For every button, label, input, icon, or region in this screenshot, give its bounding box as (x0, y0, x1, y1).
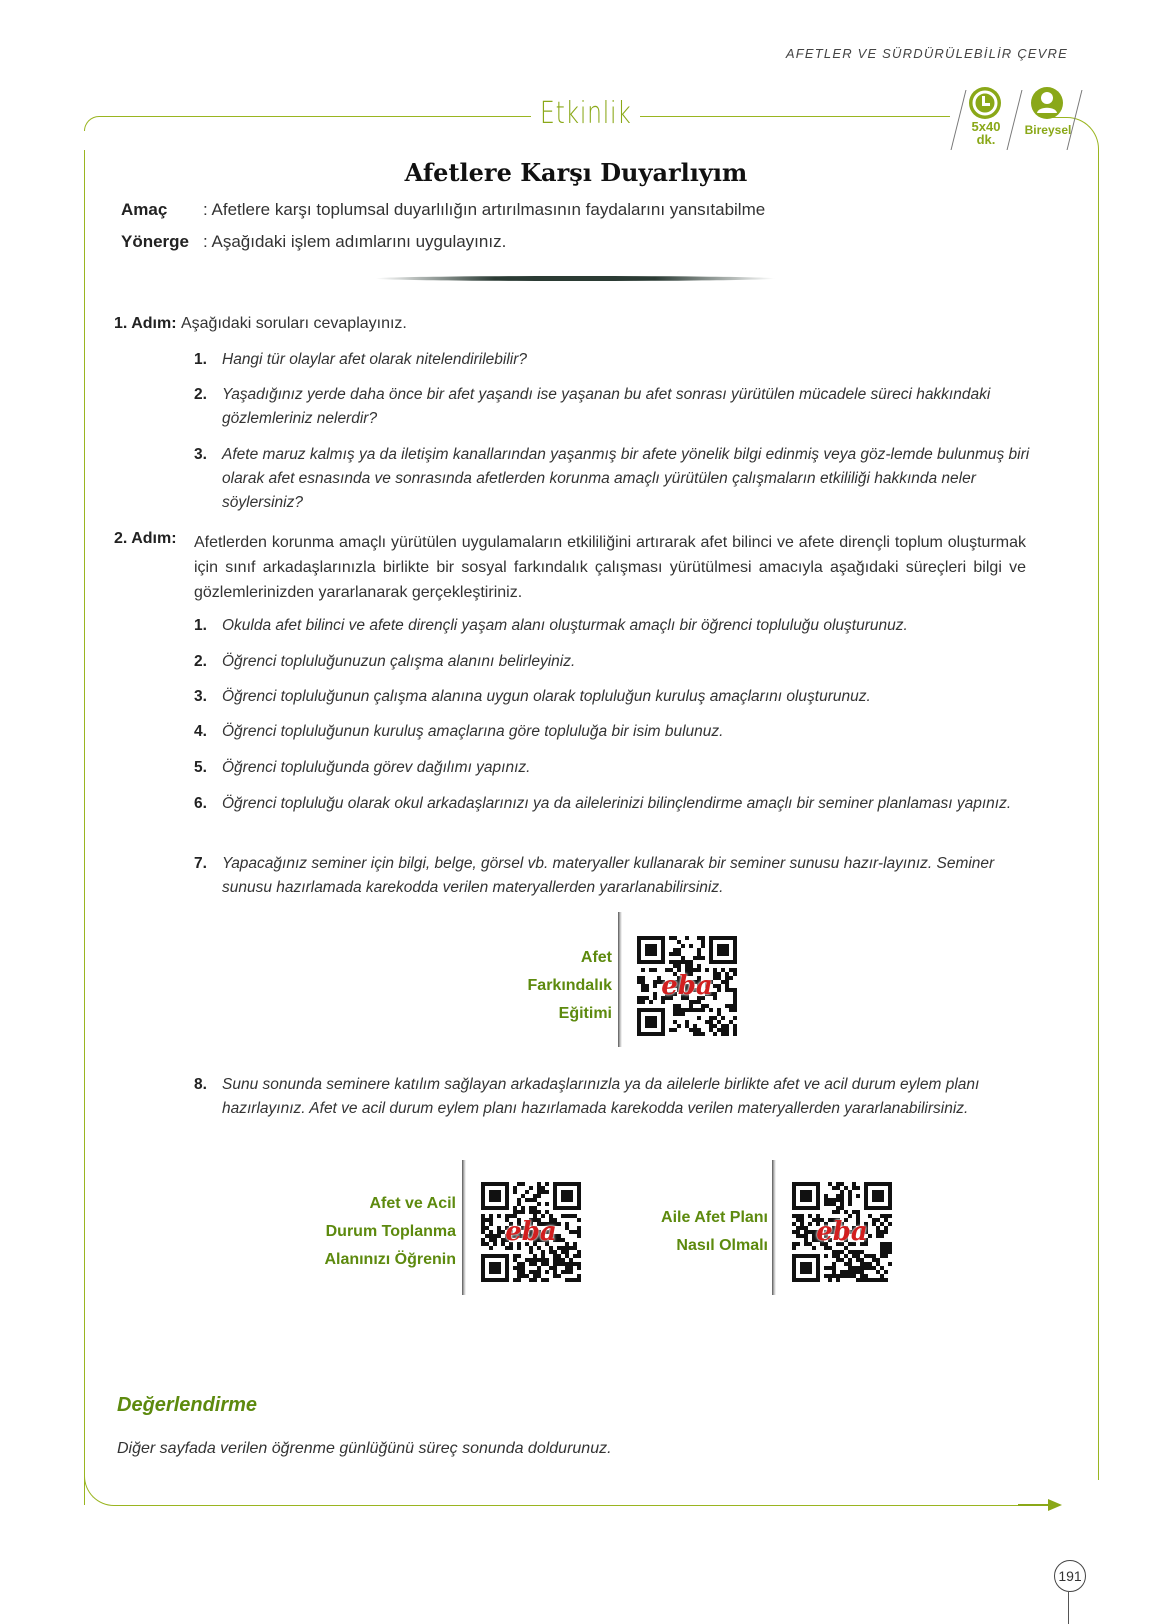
question-text: Afete maruz kalmış ya da iletişim kanallarından yaşanmış bir afete yönelik bilgi edinmiş veya göz-lemde bulunmuş biri olarak afet esnasında ve sonrasında afetlerden korunma amaçlı yürütülen çalışmaların etkililiği hakkında neler söylersiniz? (222, 446, 1030, 511)
qr-label-line: Afet ve Acil (369, 1195, 456, 1212)
question-number: 3. (194, 446, 207, 463)
question-text: Yaşadığınız yerde daha önce bir afet yaşandı ise yaşanan bu afet sonrası yürütülen mücadele süreci hakkındaki gözlemleriniz nelerdir? (222, 386, 991, 427)
duration-unit: dk. (976, 132, 996, 147)
person-icon (1030, 86, 1064, 120)
eba-logo: eba (661, 971, 713, 1001)
clock-icon (968, 86, 1002, 120)
qr-code-aile-afet-plani[interactable] (792, 1182, 892, 1282)
divider (375, 276, 775, 281)
page-number-line (1068, 1592, 1069, 1624)
task-text: Okulda afet bilinci ve afete dirençli yaşam alanı oluşturmak amaçlı bir öğrenci topluluğu oluşturunuz. (222, 617, 908, 634)
task-text: Öğrenci topluluğu olarak okul arkadaşlarınızı ya da ailelerinizi bilinçlendirme amaçlı bir seminer planlaması yapınız. (222, 795, 1012, 812)
step2-label: 2. Adım: (114, 530, 177, 547)
frame-border-top-left (84, 116, 531, 131)
task-text: Yapacağınız seminer için bilgi, belge, görsel vb. materyaller kullanarak bir seminer sunusu hazır-layınız. Seminer sunusu hazırlamada karekodda verilen materyallerden yararlanabilirsiniz. (222, 855, 995, 896)
task-text: Öğrenci topluluğunun kuruluş amaçlarına göre topluluğa bir isim bulunuz. (222, 723, 724, 740)
qr-label-line: Eğitimi (558, 1005, 612, 1022)
qr-label-line: Alanınızı Öğrenin (324, 1251, 456, 1268)
frame-border-top-mid (640, 116, 950, 117)
step2-task (194, 792, 1034, 816)
step2-task (194, 720, 1034, 744)
question-text: Hangi tür olaylar afet olarak nitelendirilebilir? (222, 351, 527, 368)
qr-label-line: Durum Toplanma (325, 1223, 456, 1240)
eba-logo: eba (505, 1217, 557, 1247)
task-number: 8. (194, 1076, 207, 1093)
task-number: 1. (194, 617, 207, 634)
step2-task (194, 1073, 1034, 1121)
task-text: Öğrenci topluluğunun çalışma alanına uygun olarak topluluğun kuruluş amaçlarını oluşturunuz. (222, 688, 871, 705)
activity-label: Etkinlik (540, 96, 632, 131)
qr-label-line: Aile Afet Planı (661, 1209, 768, 1226)
activity-badges (952, 86, 1074, 156)
step2-task (194, 650, 1034, 674)
task-number: 6. (194, 795, 207, 812)
task-number: 4. (194, 723, 207, 740)
step1-question (194, 383, 1034, 431)
step1-question (194, 443, 1034, 515)
next-arrow-icon (1018, 1498, 1064, 1512)
task-number: 3. (194, 688, 207, 705)
qr-separator (462, 1160, 466, 1295)
task-text: Sunu sonunda seminere katılım sağlayan arkadaşlarınızla ya da ailelerle birlikte afet ve acil durum eylem planı hazırlayınız. Afet ve acil durum eylem planı hazırlamada karekodda verilen materyallerden yararlanabilirsiniz. (222, 1076, 980, 1117)
qr-separator (772, 1160, 776, 1295)
amac-label: Amaç (121, 200, 168, 219)
yonerge-text: : Aşağıdaki işlem adımlarını uygulayınız. (203, 232, 507, 251)
qr-code-afet-farkindalik[interactable] (637, 936, 737, 1036)
duration: 5x40 (971, 119, 1001, 134)
frame-border-right (1048, 117, 1099, 1480)
question-number: 1. (194, 351, 207, 368)
qr-label-line: Afet (580, 949, 612, 966)
qr-label-afet-farkindalik (470, 944, 612, 1028)
yonerge-label: Yönerge (121, 232, 190, 251)
step2-text: Afetlerden korunma amaçlı yürütülen uygulamaların etkililiğini artırarak afet bilinci ve afete dirençli toplum oluşturmak için sınıf arkadaşlarınızla birlikte bir sosyal farkındalık çalışması yürütülmesi amacıyla aşağıdaki süreçleri bilgi ve gözlemlerinizden yararlanarak gerçekleştiriniz. (194, 534, 1026, 601)
step2-task (194, 685, 1034, 709)
qr-label-line: Farkındalık (527, 977, 612, 994)
qr-label-aile-afet-plani (600, 1204, 768, 1260)
evaluation-title: Değerlendirme (117, 1394, 258, 1416)
question-number: 2. (194, 386, 207, 403)
eba-logo: eba (816, 1217, 868, 1247)
task-text: Öğrenci topluluğunuzun çalışma alanını belirleyiniz. (222, 653, 576, 670)
step2-task (194, 756, 1034, 780)
unit-title: AFETLER VE SÜRDÜRÜLEBİLİR ÇEVRE (785, 46, 1068, 61)
page-number: 191 (1054, 1560, 1086, 1592)
step1-heading (114, 315, 407, 333)
step2-task (194, 614, 1034, 638)
step1-question (194, 348, 1034, 372)
qr-separator (618, 912, 622, 1047)
amac-text: : Afetlere karşı toplumsal duyarlılığın artırılmasının faydalarını yansıtabilme (203, 200, 766, 219)
evaluation-text: Diğer sayfada verilen öğrenme günlüğünü süreç sonunda doldurunuz. (117, 1440, 612, 1457)
qr-label-toplanma-alani (280, 1190, 456, 1274)
task-number: 7. (194, 855, 207, 872)
frame-border-left (84, 150, 85, 1505)
task-text: Öğrenci topluluğunda görev dağılımı yapınız. (222, 759, 531, 776)
activity-title: Afetlere Karşı Duyarlıyım (404, 158, 748, 187)
step1-text: Aşağıdaki soruları cevaplayınız. (180, 315, 407, 332)
task-number: 2. (194, 653, 207, 670)
badge-divider (1007, 90, 1023, 150)
qr-label-line: Nasıl Olmalı (676, 1237, 768, 1254)
frame-border-bottom (84, 1475, 1035, 1506)
qr-code-toplanma-alani[interactable] (481, 1182, 581, 1282)
step1-label: 1. Adım: (114, 315, 177, 332)
step2-task (194, 852, 1034, 900)
task-number: 5. (194, 759, 207, 776)
mode-label: Bireysel (1024, 123, 1072, 137)
